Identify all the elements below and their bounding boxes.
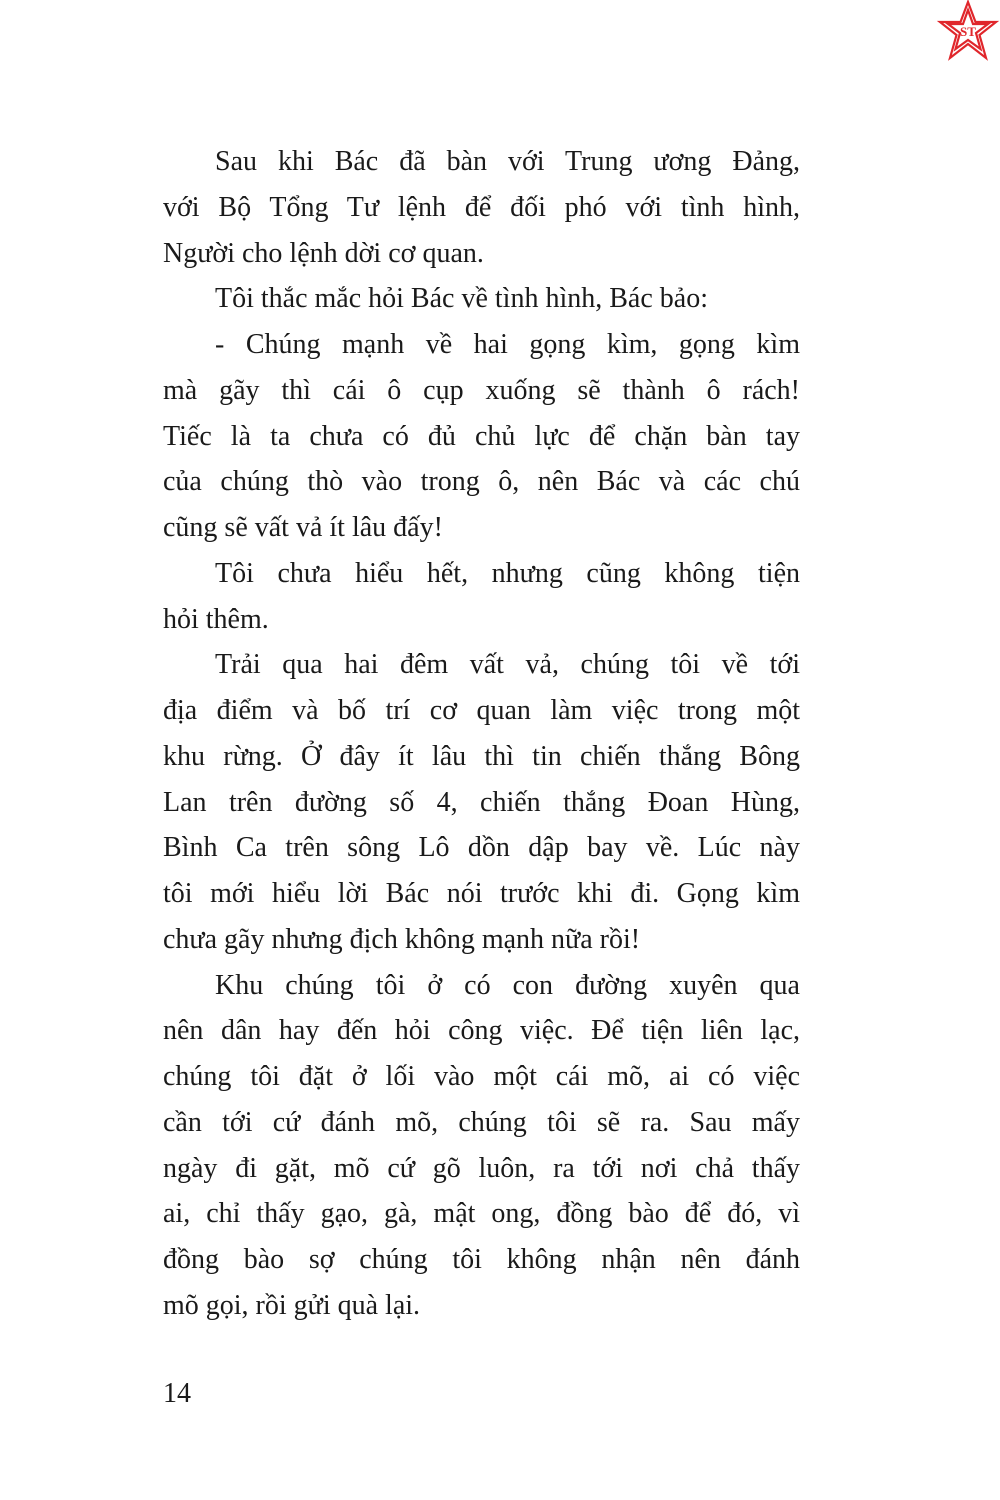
text-line: chưa gãy nhưng địch không mạnh nữa rồi! [163,923,641,955]
text-line: của chúng thò vào trong ô, nên Bác và các chú [163,466,800,498]
text-line: ngày đi gặt, mõ cứ gõ luôn, ra tới nơi chả thấy [163,1152,800,1184]
page-body-text [163,139,800,1329]
paragraph [163,322,800,551]
text-line: với Bộ Tổng Tư lệnh để đối phó với tình hình, [163,191,800,223]
text-line: Người cho lệnh dời cơ quan. [163,237,484,269]
svg-text:ST: ST [960,24,976,39]
text-line: Lan trên đường số 4, chiến thắng Đoan Hùng, [163,786,800,818]
text-line: Bình Ca trên sông Lô dồn dập bay về. Lúc này [163,832,800,864]
text-line: mõ gọi, rồi gửi quà lại. [163,1289,421,1321]
text-line: Tiếc là ta chưa có đủ chủ lực để chặn bàn tay [163,420,800,452]
text-line: cần tới cứ đánh mõ, chúng tôi sẽ ra. Sau mấy [163,1106,800,1138]
text-line: Trải qua hai đêm vất vả, chúng tôi về tới [215,649,800,681]
text-line: cũng sẽ vất vả ít lâu đấy! [163,512,443,543]
text-line: Tôi chưa hiểu hết, nhưng cũng không tiện [215,557,800,589]
text-line: ai, chỉ thấy gạo, gà, mật ong, đồng bào để đó, vì [163,1198,800,1230]
text-line: Khu chúng tôi ở có con đường xuyên qua [215,969,800,1001]
page-number: 14 [163,1378,191,1409]
paragraph [163,642,800,962]
text-line: tôi mới hiểu lời Bác nói trước khi đi. Gọng kìm [163,878,800,909]
paragraph [163,139,800,276]
text-line: nên dân hay đến hỏi công việc. Để tiện liên lạc, [163,1015,800,1047]
text-line: mà gãy thì cái ô cụp xuống sẽ thành ô rách! [163,374,800,406]
text-line: chúng tôi đặt ở lối vào một cái mõ, ai có việc [163,1061,800,1092]
paragraph [163,276,800,322]
text-line: khu rừng. Ở đây ít lâu thì tin chiến thắng Bông [163,740,800,772]
publisher-logo-star-icon [936,0,1000,62]
text-line: - Chúng mạnh về hai gọng kìm, gọng kìm [215,329,800,360]
paragraph [163,963,800,1329]
paragraph [163,551,800,643]
text-line: địa điểm và bố trí cơ quan làm việc trong một [163,695,800,726]
text-line: Sau khi Bác đã bàn với Trung ương Đảng, [215,146,800,177]
text-line: hỏi thêm. [163,603,269,635]
text-line: Tôi thắc mắc hỏi Bác về tình hình, Bác bảo: [215,283,708,315]
text-line: đồng bào sợ chúng tôi không nhận nên đánh [163,1244,800,1275]
